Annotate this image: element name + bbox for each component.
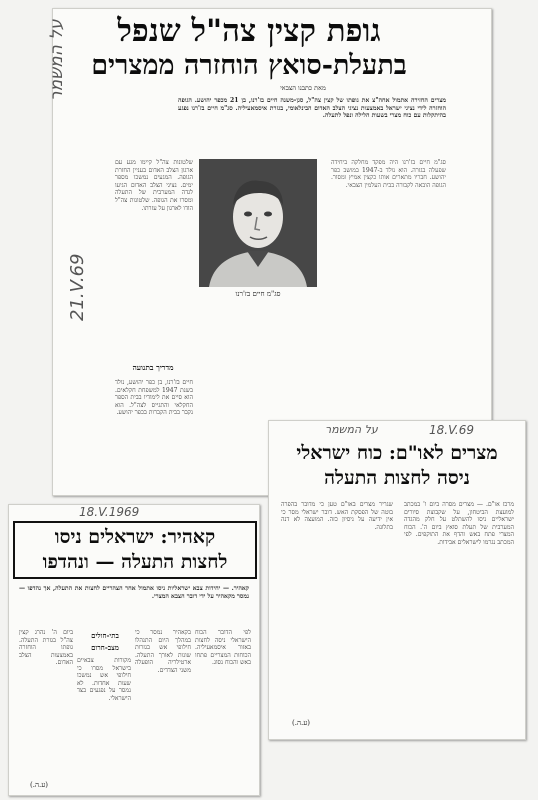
clip3-lead: קאהיר. — יחידות צבא ישראליות ניסו אתמול אחר הצהריים לחצות את התעלה, אך נהדפו — נמסר מקאהיר על ידי דובר הצבא המצרי. <box>19 585 249 600</box>
clip3-subhead-a: בתי-חולים <box>91 631 119 640</box>
clip1-lead: מצרים החזירה אתמול אחה"צ את גופתו של קצין צה"ל, סגן-משנה חיים בז'רנו, בן 21 מכפר יהושע. הגופה הוחזרה לידי נציגי ישראל באמצעות נציגי הצלב האדום הבינלאומי, בגזרת איסמאעיליה. סג"מ חיים בז'רנו נפגע בהיתקלות עם כוח מצרי בשעות הלילה ונפל לתעלה. <box>178 97 446 120</box>
clip2-headline-line2: ניסה לחצות התעלה <box>324 467 470 489</box>
clip3-column-2: בקאהיר נמסר כי במהלך היום התנהלו חילופי אש בגזרות שונות לאורך התעלה. ארטילריה הופעלה משני הצדדים. <box>135 629 191 674</box>
clipping-cairo-repulsed <box>8 504 260 796</box>
clip3-column-3: מקורות צבאיים בישראל מסרו כי חילופי אש נמשכו שעות אחדות. לא נמסר על נפגעים בצד הישראלי. <box>77 657 131 702</box>
clip2-signature: (ע.ה.) <box>292 719 310 727</box>
clip1-right-column: סג"מ חיים בז'רנו היה מפקד מחלקה ביחידה שפעלה בגזרה. הוא נולד ב-1947 במושב כפר יהושע. חבריו מתארים אותו כקצין אמיץ ומסור. הגופה הובאה לקבורה בבית העלמין הצבאי. <box>331 159 446 189</box>
portrait-image <box>199 159 317 287</box>
clip1-bottom-column: חיים בז'רנו, בן כפר יהושע, נולד בשנת 1947 למשפחת חקלאים. הוא סיים את לימודיו בבית הספר החקלאי והתגייס לצה"ל. הוא נקבר בבית הקברות בכפר יהושע. <box>115 379 193 417</box>
clip2-headline-line1: מצרים לאו"ם: כוח ישראלי <box>296 442 498 464</box>
clip1-handwritten-source: על המשמר <box>47 19 67 101</box>
clip1-headline-line2: בתעלת-סואץ הוחזרה ממצרים <box>91 50 407 81</box>
clip2-handwritten-source: על המשמר <box>325 423 378 436</box>
clip2-left-column: שגריר מצרים באו"ם טען כי מדובר בהפרה בוטה של הפסקת האש. דובר ישראלי מסר כי אין ידיעה על ניסיון כזה. המועצה לא דנה בתלונה. <box>281 501 393 531</box>
clip2-right-column: מרכז או"ם. — מצרים מסרה ביום ו' במכתב למועצת הביטחון, על שקבוצת סיורים ישראליים ניסו להשתלט על חלק מהגדה המערבית של תעלת סואץ ביום ה'. הכוח המצרי פתח באש והדף את התוקפים. לפי המכתב נגרמו לישראלים אבידות. <box>404 501 514 546</box>
clip2-headline <box>283 441 511 491</box>
clip1-left-column: שלטונות צה"ל קיימו מגע עם ארגון הצלב האדום בעניין החזרת הגופה. המגעים נמשכו מספר ימים. נציגי הצלב האדום הגיעו לגדה המערבית של התעלה ומסרו את הגופה. שלטונות צה"ל הודו לארגון על עזרתו. <box>115 159 193 212</box>
clip3-subhead-b: מצב-חרום <box>91 643 119 652</box>
clip1-byline: מאת כתבנו הצבאי <box>280 84 326 92</box>
clip3-handwritten-date: 18.V.1969 <box>79 505 140 519</box>
clip3-headline-line1: קאהיר: ישראלים ניסו <box>54 526 216 548</box>
clip1-handwritten-date: 21.V.69 <box>67 253 88 321</box>
clip3-signature: (ע.ה.) <box>30 781 48 789</box>
clip1-headline-line1: גופת קצין צה"ל שנפל <box>117 13 381 49</box>
clip1-subhead: מדריך בתנועה <box>132 363 174 372</box>
clip1-headline <box>61 13 437 83</box>
clip3-column-4: ביום ה' נהרג קצין צה"ל בגזרת התעלה. גופתו הוחזרה באמצעות הצלב האדום. <box>19 629 73 667</box>
clip3-headline <box>13 521 257 579</box>
clip3-column-1: לפי הדובר הכוח הישראלי ניסה לחצות באזור איסמאעיליה. הכוחות המצריים פתחו באש והכוח נסוג. <box>195 629 251 667</box>
clip2-handwritten-date: 18.V.69 <box>429 423 474 437</box>
clip3-headline-line2: לחצות התעלה — ונהדפו <box>42 551 228 573</box>
photo-caption: סג"מ חיים בז'רנו <box>235 290 281 298</box>
officer-portrait-photo <box>199 159 317 287</box>
clipping-egypt-to-un <box>268 420 526 740</box>
